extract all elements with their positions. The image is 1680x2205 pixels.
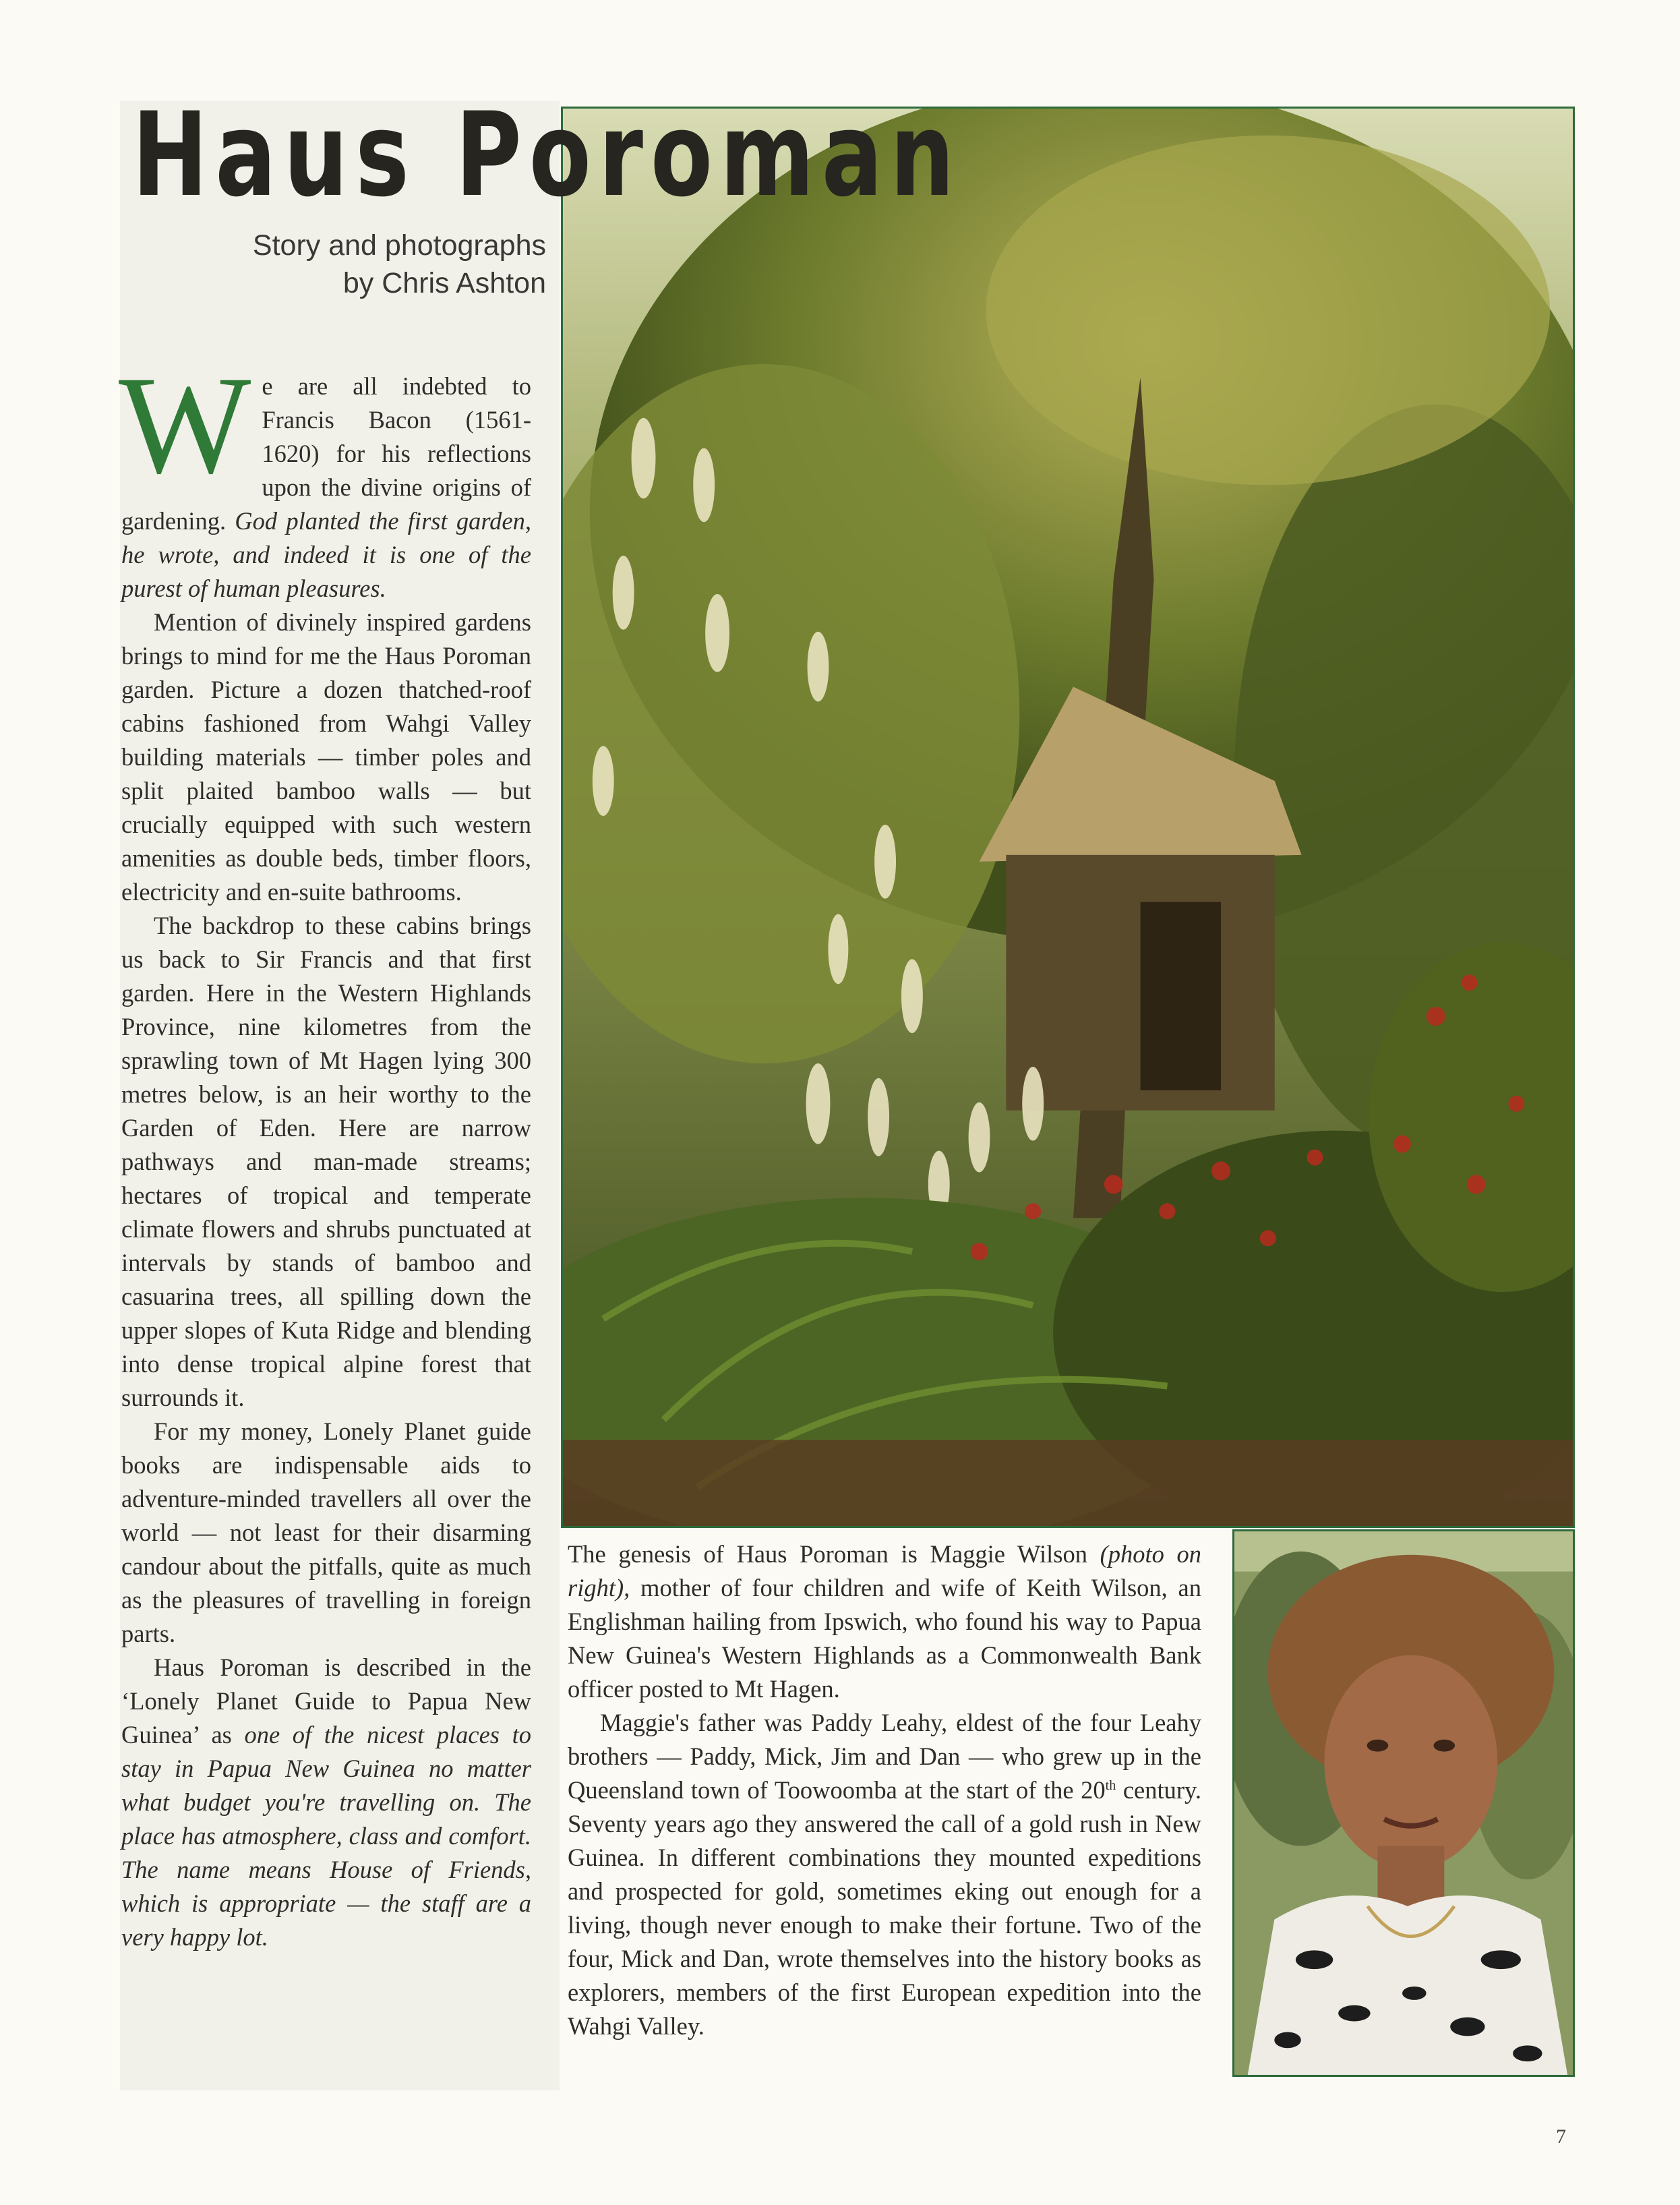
byline [135,227,546,302]
right-paragraph-1-a: The genesis of Haus Poroman is Maggie Wilson [568,1540,1087,1568]
ordinal-suffix: th [1105,1777,1116,1793]
portrait-photo [1232,1529,1575,2077]
paragraph-1 [119,347,531,606]
paragraph-1-lead: e are all indebted to Francis Bacon (1561-1620) for his reflections upon the divine origins of gardening. [121,372,531,535]
right-paragraph-2 [568,1706,1201,2043]
paragraph-3: The backdrop to these cabins brings us back to Sir Francis and that first garden. Here in the Western Highlands Province, nine kilometres from the sprawling town of Mt Hagen lying 300 metres below, is an heir worthy to the Garden of Eden. Here are narrow pathways and man-made streams; hectares of tropical and temperate climate flowers and shrubs punctuated at intervals by stands of bamboo and casuarina trees, all spilling down the upper slopes of Kuta Ridge and blending into dense tropical alpine forest that surrounds it. [121,912,531,1411]
garden-photo-art [563,109,1573,1526]
paragraph-2: Mention of divinely inspired gardens brings to mind for me the Haus Poroman garden. Picture a dozen thatched-roof cabins fashioned from Wahgi Valley building materials — timber poles and split plaited bamboo walls — but crucially equipped with such western amenities as double beds, timber floors, electricity and en-suite bathrooms. [121,608,531,906]
byline-line-2: by Chris Ashton [342,267,546,299]
left-column [119,347,531,1954]
right-paragraph-2-a: Maggie's father was Paddy Leahy, eldest of the four Leahy brothers — Paddy, Mick, Jim and Dan — who grew up in the Queensland town of Toowoomba at the start of the 20 [568,1709,1201,1804]
page-number: 7 [1556,2125,1566,2148]
paragraph-5-lead: Haus Poroman is described in the ‘Lonely Planet Guide to Papua New Guinea’ as [121,1653,531,1748]
right-paragraph-1-b: mother of four children and wife of Keith Wilson, an Englishman hailing from Ipswich, who found his way to Papua New Guinea's Western Highlands as a Commonwealth Bank officer posted to Mt Hagen. [568,1574,1201,1703]
bacon-quote: God planted the first garden, he wrote, and indeed it is one of the purest of human pleasures. [121,507,531,602]
right-column [568,1537,1201,2043]
garden-photo [561,107,1575,1528]
right-paragraph-1 [568,1537,1201,1706]
lonely-planet-quote: one of the nicest places to stay in Papua New Guinea no matter what budget you're travelling on. The place has atmosphere, class and comfort. The name means House of Friends, which is appropriate — the staff are a very happy lot. [121,1721,531,1951]
right-paragraph-2-b: century. Seventy years ago they answered the call of a gold rush in New Guinea. In different combinations they mounted expeditions and prospected for gold, sometimes eking out enough for a living, though never enough to make their fortune. Two of the four, Mick and Dan, wrote themselves into the history books as explorers, members of the first European expedition into the Wahgi Valley. [568,1776,1202,2040]
photo-note: (photo on right), [568,1540,1201,1601]
portrait-photo-art [1234,1531,1573,2075]
drop-cap: W [119,347,251,502]
paragraph-4: For my money, Lonely Planet guide books are indispensable aids to adventure-minded travellers all over the world — not least for their disarming candour about the pitfalls, quite as much as the pleasures of travelling in foreign parts. [121,1417,531,1647]
paragraph-5 [121,1651,531,1954]
byline-line-1: Story and photographs [252,229,546,262]
article-title: Haus Poroman [132,87,962,223]
